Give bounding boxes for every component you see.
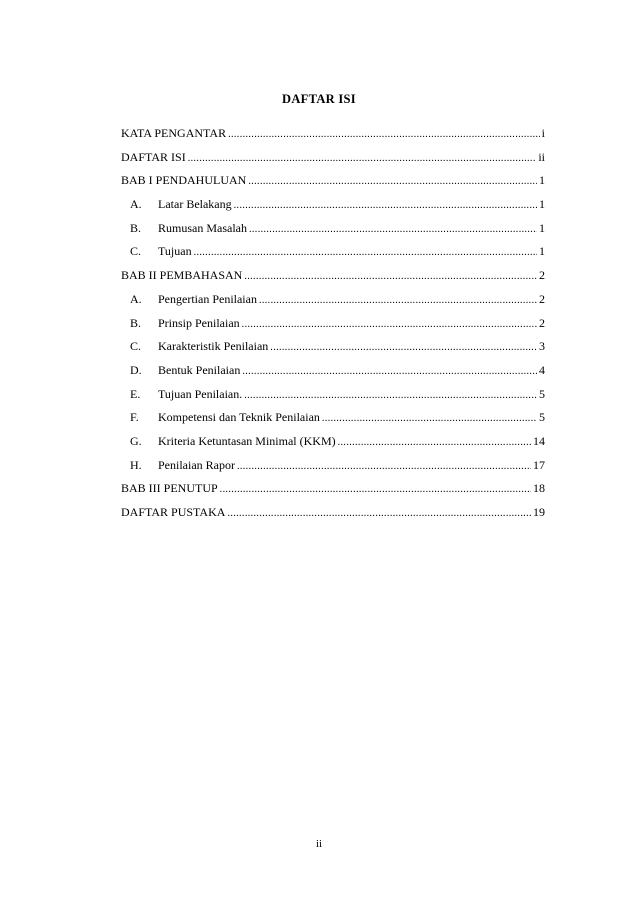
- toc-leader-dots: [234, 200, 537, 211]
- toc-entry-marker: A.: [130, 291, 142, 306]
- toc-entry-page: 2: [539, 315, 545, 330]
- toc-leader-dots: [242, 319, 537, 330]
- toc-entry-penilaian-rapor[interactable]: [121, 458, 545, 482]
- toc-entry-label: Penilaian Rapor: [158, 457, 235, 472]
- page-title: DAFTAR ISI: [282, 92, 356, 106]
- toc-leader-dots: [228, 129, 540, 140]
- toc-entry-label: Tujuan Penilaian.: [158, 386, 243, 401]
- toc-entry-label: Kriteria Ketuntasan Minimal (KKM): [158, 433, 336, 448]
- toc-entry-page: 1: [539, 173, 545, 188]
- toc-leader-dots: [248, 176, 537, 187]
- toc-entry-page: 2: [539, 291, 545, 306]
- toc-entry-label: DAFTAR ISI: [121, 149, 186, 164]
- toc-entry-daftar-isi[interactable]: [121, 150, 545, 174]
- toc-entry-pengertian-penilaian[interactable]: [121, 292, 545, 316]
- toc-entry-bab-iii[interactable]: [121, 481, 545, 505]
- toc-entry-page: 17: [533, 457, 545, 472]
- toc-entry-kkm[interactable]: [121, 434, 545, 458]
- toc-entry-page: 1: [539, 244, 545, 259]
- toc-entry-label: Prinsip Penilaian: [158, 315, 240, 330]
- toc-leader-dots: [194, 247, 537, 258]
- toc-entry-page: 5: [539, 386, 545, 401]
- toc-entry-label: Rumusan Masalah: [158, 220, 247, 235]
- toc-entry-daftar-pustaka[interactable]: [121, 505, 545, 529]
- toc-entry-marker: E.: [130, 386, 141, 401]
- toc-entry-page: 3: [539, 339, 545, 354]
- toc-leader-dots: [338, 437, 531, 448]
- toc-entry-page: i: [541, 126, 545, 140]
- toc-entry-page: 1: [539, 197, 545, 212]
- toc-entry-bentuk-penilaian[interactable]: [121, 363, 545, 387]
- toc-entry-label: Karakteristik Penilaian: [158, 339, 269, 354]
- page-number: ii: [315, 838, 323, 850]
- toc-entry-tujuan[interactable]: [121, 244, 545, 268]
- toc-entry-prinsip-penilaian[interactable]: [121, 316, 545, 340]
- toc-leader-dots: [249, 224, 537, 235]
- toc-leader-dots: [188, 153, 537, 164]
- toc-entry-label: BAB II PEMBAHASAN: [121, 268, 243, 283]
- toc-leader-dots: [270, 342, 537, 353]
- toc-entry-page: 5: [539, 410, 545, 425]
- toc-entry-tujuan-penilaian[interactable]: [121, 387, 545, 411]
- toc-leader-dots: [220, 484, 531, 495]
- toc-leader-dots: [227, 508, 531, 519]
- toc-leader-dots: [242, 366, 537, 377]
- toc-entry-marker: F.: [130, 410, 139, 425]
- toc-entry-kata-pengantar[interactable]: [121, 126, 545, 150]
- toc-entry-page: 4: [539, 362, 545, 377]
- toc-entry-bab-ii[interactable]: [121, 268, 545, 292]
- toc-entry-rumusan-masalah[interactable]: [121, 221, 545, 245]
- table-of-contents: [121, 126, 545, 529]
- toc-entry-page: 19: [533, 505, 545, 519]
- toc-entry-label: Tujuan: [158, 244, 192, 259]
- toc-leader-dots: [322, 413, 537, 424]
- toc-entry-latar-belakang[interactable]: [121, 197, 545, 221]
- toc-entry-page: 14: [533, 433, 545, 448]
- toc-entry-page: 18: [533, 481, 545, 496]
- toc-entry-label: Kompetensi dan Teknik Penilaian: [158, 410, 320, 425]
- toc-entry-label: BAB III PENUTUP: [121, 481, 218, 496]
- toc-entry-marker: A.: [130, 197, 142, 212]
- toc-entry-marker: C.: [130, 339, 142, 354]
- toc-entry-page: ii: [538, 149, 545, 164]
- toc-entry-marker: C.: [130, 244, 142, 259]
- toc-entry-kompetensi-teknik[interactable]: [121, 410, 545, 434]
- toc-entry-label: DAFTAR PUSTAKA: [121, 505, 226, 519]
- toc-entry-label: Pengertian Penilaian: [158, 291, 257, 306]
- toc-leader-dots: [259, 295, 537, 306]
- toc-entry-marker: H.: [130, 457, 142, 472]
- toc-leader-dots: [244, 271, 537, 282]
- toc-entry-page: 1: [539, 220, 545, 235]
- toc-entry-label: Bentuk Penilaian: [158, 362, 241, 377]
- toc-entry-page: 2: [539, 268, 545, 283]
- toc-entry-marker: G.: [130, 433, 142, 448]
- toc-entry-marker: B.: [130, 220, 142, 235]
- toc-entry-label: BAB I PENDAHULUAN: [121, 173, 247, 188]
- toc-entry-marker: B.: [130, 315, 142, 330]
- toc-entry-marker: D.: [130, 362, 142, 377]
- toc-leader-dots: [237, 461, 531, 472]
- toc-entry-label: Latar Belakang: [158, 197, 232, 212]
- toc-entry-label: KATA PENGANTAR: [121, 126, 227, 140]
- toc-leader-dots: [244, 390, 537, 401]
- toc-entry-bab-i[interactable]: [121, 173, 545, 197]
- toc-entry-karakteristik-penilaian[interactable]: [121, 339, 545, 363]
